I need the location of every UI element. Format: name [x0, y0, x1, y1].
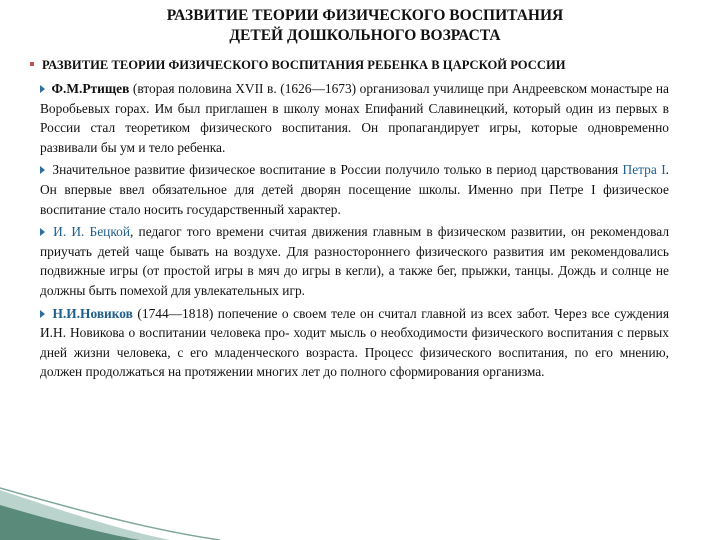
- square-bullet-icon: [30, 62, 34, 66]
- body-content: [40, 79, 669, 385]
- section-subheading: [30, 57, 566, 73]
- person-name-betskoy: И. И. Бецкой: [53, 224, 131, 240]
- paragraph-rtishchev: [40, 79, 669, 157]
- slide-title-line-1: РАЗВИТИЕ ТЕОРИИ ФИЗИЧЕСКОГО ВОСПИТАНИЯ: [166, 7, 564, 24]
- triangle-bullet-icon: [40, 228, 45, 236]
- person-name-novikov: Н.И.Новиков: [52, 305, 133, 321]
- paragraph-betskoy: [40, 222, 669, 300]
- person-name-peter: Петра I: [622, 162, 666, 178]
- section-subheading-text: РАЗВИТИЕ ТЕОРИИ ФИЗИЧЕСКОГО ВОСПИТАНИЯ РЕБЕНКА В ЦАРСКОЙ РОССИИ: [42, 58, 566, 72]
- triangle-bullet-icon: [40, 85, 45, 93]
- paragraph-text: (вторая половина XVII в. (1626—1673) организовал училище при Андреевском монастыре на Воробьевых горах. Им был приглашен в школу монах Епифаний Славинецкий, который один из первых в России стал теоретиком физического воспитания. Он пропагандирует игры, которые одновременно развивали бы ум и тело ребенка.: [40, 81, 669, 155]
- triangle-bullet-icon: [40, 310, 45, 318]
- paragraph-novikov: [40, 304, 669, 382]
- paragraph-text: Значительное развитие физическое воспитание в России получило только в период царствования: [52, 162, 623, 178]
- triangle-bullet-icon: [40, 166, 45, 174]
- paragraph-text: (1744—1818) попечение о своем теле он считал главной из всех забот. Через все суждения И.Н. Новикова о воспитании человека про- ходит мысль о необходимости физического воспитания с первых дней жизни человека, с его младенческого возраста. Процесс физического воспитания, по его мнению, должен продолжаться на протяжении многих лет до полного сформирования организма.: [40, 305, 669, 380]
- paragraph-text: , педагог того времени считая движения главным в физическом развитии, он рекомендовал приучать детей чаще бывать на воздухе. Для разностороннего физического развития им рекомендовались подвижные игры (от простой игры в мяч до игры в кегли), а также бег, прыжки, танцы. Дождь и солнце не должны быть помехой для увлекательных игр.: [40, 224, 669, 298]
- slide-title-line-2: ДЕТЕЙ ДОШКОЛЬНОГО ВОЗРАСТА: [229, 27, 501, 44]
- person-name-rtishchev: Ф.М.Ртищев: [51, 81, 130, 96]
- decorative-wave: [0, 450, 300, 540]
- paragraph-text: . Он впервые ввел обязательное для детей дворян посещение школы. Именно при Петре I физическое воспитание стало носить государственный характер.: [40, 162, 670, 217]
- slide-title: [70, 6, 660, 46]
- paragraph-peter: [40, 160, 669, 219]
